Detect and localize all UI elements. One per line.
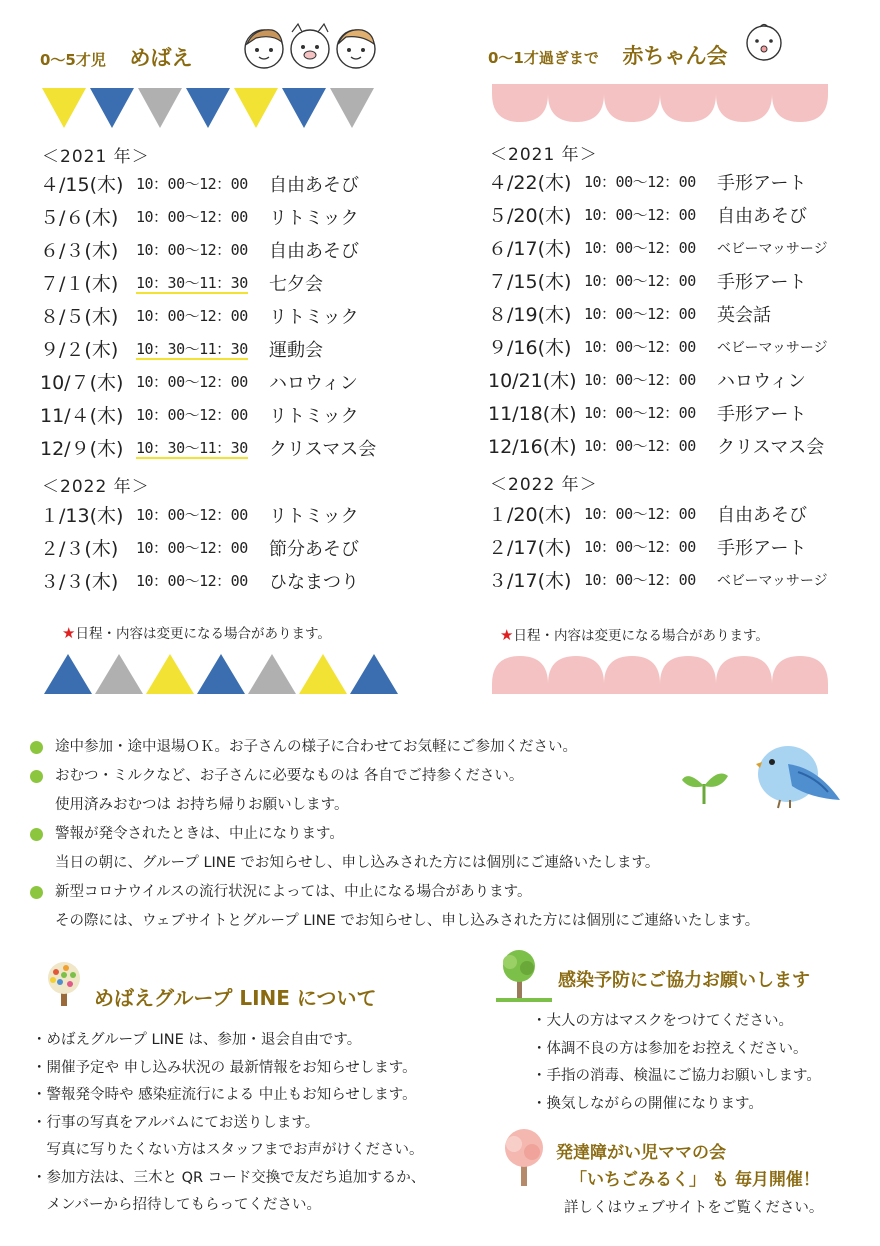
list-item: ・換気しながらの開催になります。 [532,1095,763,1112]
schedule-date: ８/19(木) [488,304,572,326]
schedule-event: 運動会 [269,339,323,361]
schedule-row [488,264,828,297]
schedule-event: 自由あそび [717,205,807,227]
schedule-row [40,332,376,365]
schedule-time: 10：00〜12：00 [584,239,696,257]
schedule-event: リトミック [269,405,359,427]
right-change-note: ★日程・内容は変更になる場合があります。 [500,626,769,644]
schedule-time: 10：00〜12：00 [584,371,696,389]
bullet-dot-icon [30,828,43,841]
schedule-event: ひなまつり [269,571,359,593]
notice-item: おむつ・ミルクなど、お子さんに必要なものは 各自でご持参ください。 [30,762,759,791]
notice-list [30,733,759,936]
schedule-date: ８/５(木) [40,306,119,328]
schedule-row [488,429,828,462]
schedule-event: 手形アート [717,537,807,559]
schedule-row [40,365,376,398]
scallop-border-top [492,80,828,126]
schedule-row [488,363,828,396]
left-year-2021: ＜2021 年＞ [42,147,150,167]
schedule-date: ３/17(木) [488,570,572,592]
schedule-date: ６/17(木) [488,238,572,260]
scallop-shape [772,656,828,694]
infection-section-title: 感染予防にご協力お願いします [558,970,810,991]
scallop-shape [716,656,772,694]
schedule-row [488,396,828,429]
schedule-time: 10：00〜12：00 [136,572,248,590]
notice-item-continued: その際には、ウェブサイトとグループ LINE でお知らせし、申し込みされた方には個別にご連絡いたします。 [55,913,760,929]
schedule-event: ハロウィン [269,372,358,394]
schedule-event: 自由あそび [717,504,807,526]
schedule-time: 10：30〜11：30 [136,273,248,292]
list-item: ・大人の方はマスクをつけてください。 [532,1013,793,1029]
pennant-flag [95,654,143,694]
scallop-shape [492,656,548,694]
schedule-row [40,531,359,564]
list-item: ・手指の消毒、検温にご協力お願いします。 [532,1068,821,1084]
line-section-title: めばえグループ LINE について [94,986,377,1010]
pennant-flag [44,654,92,694]
pink-tree-icon [498,1126,550,1188]
infection-rules-list [532,1008,821,1118]
schedule-row [488,530,828,563]
list-item: ・行事の写真をアルバムにてお送りします。 [32,1114,320,1131]
left-schedule-2021 [40,167,376,464]
schedule-date: ５/６(木) [40,207,119,229]
left-year-2022: ＜2022 年＞ [42,477,150,497]
schedule-time: 10：00〜12：00 [584,571,696,589]
schedule-event: ハロウィン [717,370,806,392]
schedule-event: 手形アート [717,172,807,194]
schedule-row [40,564,359,597]
left-group-name: めばえ [129,46,193,70]
schedule-date: 11/18(木) [488,403,577,425]
schedule-date: ６/３(木) [40,240,119,262]
scallop-shape [604,656,660,694]
right-schedule-2022 [488,497,828,596]
notice-item: 新型コロナウイルスの流行状況によっては、中止になる場合があります。 [30,878,759,907]
schedule-event: リトミック [269,207,359,229]
schedule-date: ２/17(木) [488,537,572,559]
ichigo-title: 発達障がい児ママの会 [556,1143,726,1163]
pennant-flag [146,654,194,694]
schedule-time: 10：00〜12：00 [584,305,696,323]
schedule-row [488,198,828,231]
pennant-flag [350,654,398,694]
baby-face-icon [742,22,786,62]
tree-icon [42,960,86,1008]
schedule-event: ベビーマッサージ [717,572,828,589]
schedule-date: 10/７(木) [40,372,124,394]
left-change-note: ★日程・内容は変更になる場合があります。 [62,624,331,642]
schedule-time: 10：30〜11：30 [136,339,248,358]
list-item: ・開催予定や 申し込み状況の 最新情報をお知らせします。 [32,1059,417,1076]
notice-item: 途中参加・途中退場ＯＫ。お子さんの様子に合わせてお気軽にご参加ください。 [30,733,759,762]
schedule-date: ３/３(木) [40,571,119,593]
schedule-row [40,200,376,233]
schedule-time: 10：00〜12：00 [136,241,248,259]
star-icon: ★ [500,626,514,644]
ichigo-subtitle: 「いちごみるく」 も 毎月開催！ [570,1170,820,1190]
schedule-date: １/13(木) [40,505,124,527]
schedule-event: クリスマス会 [269,438,377,460]
scallop-shape [716,84,772,122]
schedule-time: 10：00〜12：00 [584,437,696,455]
bullet-dot-icon [30,770,43,783]
scallop-shape [660,84,716,122]
schedule-event: 手形アート [717,271,807,293]
schedule-event: 自由あそび [269,240,359,262]
schedule-time: 10：00〜12：00 [136,506,248,524]
pennant-flag [186,88,230,128]
schedule-event: クリスマス会 [717,436,825,458]
schedule-time: 10：00〜12：00 [136,175,248,193]
schedule-date: ２/３(木) [40,538,119,560]
green-tree-icon [494,948,554,1004]
schedule-time: 10：00〜12：00 [136,373,248,391]
schedule-time: 10：00〜12：00 [584,173,696,191]
left-schedule-2022 [40,498,359,597]
schedule-event: リトミック [269,505,359,527]
pennant-flag [330,88,374,128]
schedule-date: ５/20(木) [488,205,572,227]
schedule-event: 手形アート [717,403,807,425]
schedule-time: 10：00〜12：00 [136,406,248,424]
pennant-flag [248,654,296,694]
schedule-row [40,498,359,531]
schedule-time: 10：00〜12：00 [584,272,696,290]
schedule-event: ベビーマッサージ [717,240,828,257]
schedule-row [488,497,828,530]
schedule-date: 10/21(木) [488,370,577,392]
list-item: 写真に写りたくない方はスタッフまでお声がけください。 [32,1142,424,1158]
sprout-icon [680,766,730,806]
pennant-flag [90,88,134,128]
pennant-flag [42,88,86,128]
schedule-row [488,231,828,264]
scallop-shape [772,84,828,122]
scallop-shape [492,84,548,122]
schedule-event: 七夕会 [269,273,323,295]
schedule-date: ７/15(木) [488,271,572,293]
schedule-row [40,299,376,332]
kids-faces-icon [242,22,382,72]
list-item: ・参加方法は、三木と QR コード交換で友だち追加するか、 [32,1169,426,1186]
schedule-date: 11/４(木) [40,405,124,427]
scallop-shape [604,84,660,122]
left-age-range: 0〜5才児 [40,51,106,69]
flag-bunting-bottom [42,652,402,696]
schedule-date: ４/22(木) [488,172,572,194]
schedule-date: 12/９(木) [40,438,124,460]
left-column-title [40,42,192,72]
scallop-border-bottom [492,652,828,698]
scallop-shape [548,84,604,122]
list-item: ・めばえグループ LINE は、参加・退会自由です。 [32,1032,362,1048]
schedule-row [40,266,376,299]
schedule-row [40,431,376,464]
schedule-row [488,165,828,198]
bullet-dot-icon [30,741,43,754]
right-column-title [488,40,727,70]
schedule-event: ベビーマッサージ [717,339,828,356]
pennant-flag [282,88,326,128]
schedule-time: 10：00〜12：00 [584,505,696,523]
star-icon: ★ [62,624,76,642]
schedule-time: 10：00〜12：00 [136,208,248,226]
schedule-date: ７/１(木) [40,273,119,295]
schedule-event: リトミック [269,306,359,328]
pennant-flag [197,654,245,694]
schedule-time: 10：00〜12：00 [136,307,248,325]
pennant-flag [234,88,278,128]
schedule-event: 英会話 [717,304,771,326]
schedule-row [40,398,376,431]
schedule-date: ９/２(木) [40,339,119,361]
scallop-shape [660,656,716,694]
schedule-date: ４/15(木) [40,174,124,196]
right-schedule-2021 [488,165,828,462]
notice-item-continued: 使用済みおむつは お持ち帰りお願いします。 [55,797,349,813]
right-year-2021: ＜2021 年＞ [490,145,598,165]
schedule-row [488,297,828,330]
schedule-time: 10：00〜12：00 [584,206,696,224]
scallop-shape [548,656,604,694]
schedule-time: 10：30〜11：30 [136,438,248,457]
right-group-name: 赤ちゃん会 [622,44,728,68]
schedule-date: ９/16(木) [488,337,572,359]
bird-icon [748,734,844,810]
schedule-time: 10：00〜12：00 [584,338,696,356]
ichigo-website-note: 詳しくはウェブサイトをご覧ください。 [564,1200,824,1216]
schedule-time: 10：00〜12：00 [584,404,696,422]
schedule-time: 10：00〜12：00 [584,538,696,556]
schedule-row [40,233,376,266]
list-item: ・警報発令時や 感染症流行による 中止もお知らせします。 [32,1087,417,1103]
schedule-date: 12/16(木) [488,436,577,458]
ichigo-announcement [556,1140,823,1217]
right-age-range: 0〜1才過ぎまで [488,49,599,67]
schedule-event: 節分あそび [269,538,359,560]
line-info-list [32,1027,425,1220]
bullet-dot-icon [30,886,43,899]
notice-item: 警報が発令されたときは、中止になります。 [30,820,759,849]
schedule-time: 10：00〜12：00 [136,539,248,557]
schedule-row [40,167,376,200]
list-item: ・体調不良の方は参加をお控えください。 [532,1040,808,1057]
right-year-2022: ＜2022 年＞ [490,475,598,495]
pennant-flag [138,88,182,128]
notice-item-continued: 当日の朝に、グループ LINE でお知らせし、申し込みされた方には個別にご連絡いたします。 [55,855,660,871]
list-item: メンバーから招待してもらってください。 [32,1197,321,1213]
schedule-row [488,330,828,363]
pennant-flag [299,654,347,694]
schedule-event: 自由あそび [269,174,359,196]
schedule-row [488,563,828,596]
schedule-date: １/20(木) [488,504,572,526]
flag-bunting-top [40,84,385,132]
